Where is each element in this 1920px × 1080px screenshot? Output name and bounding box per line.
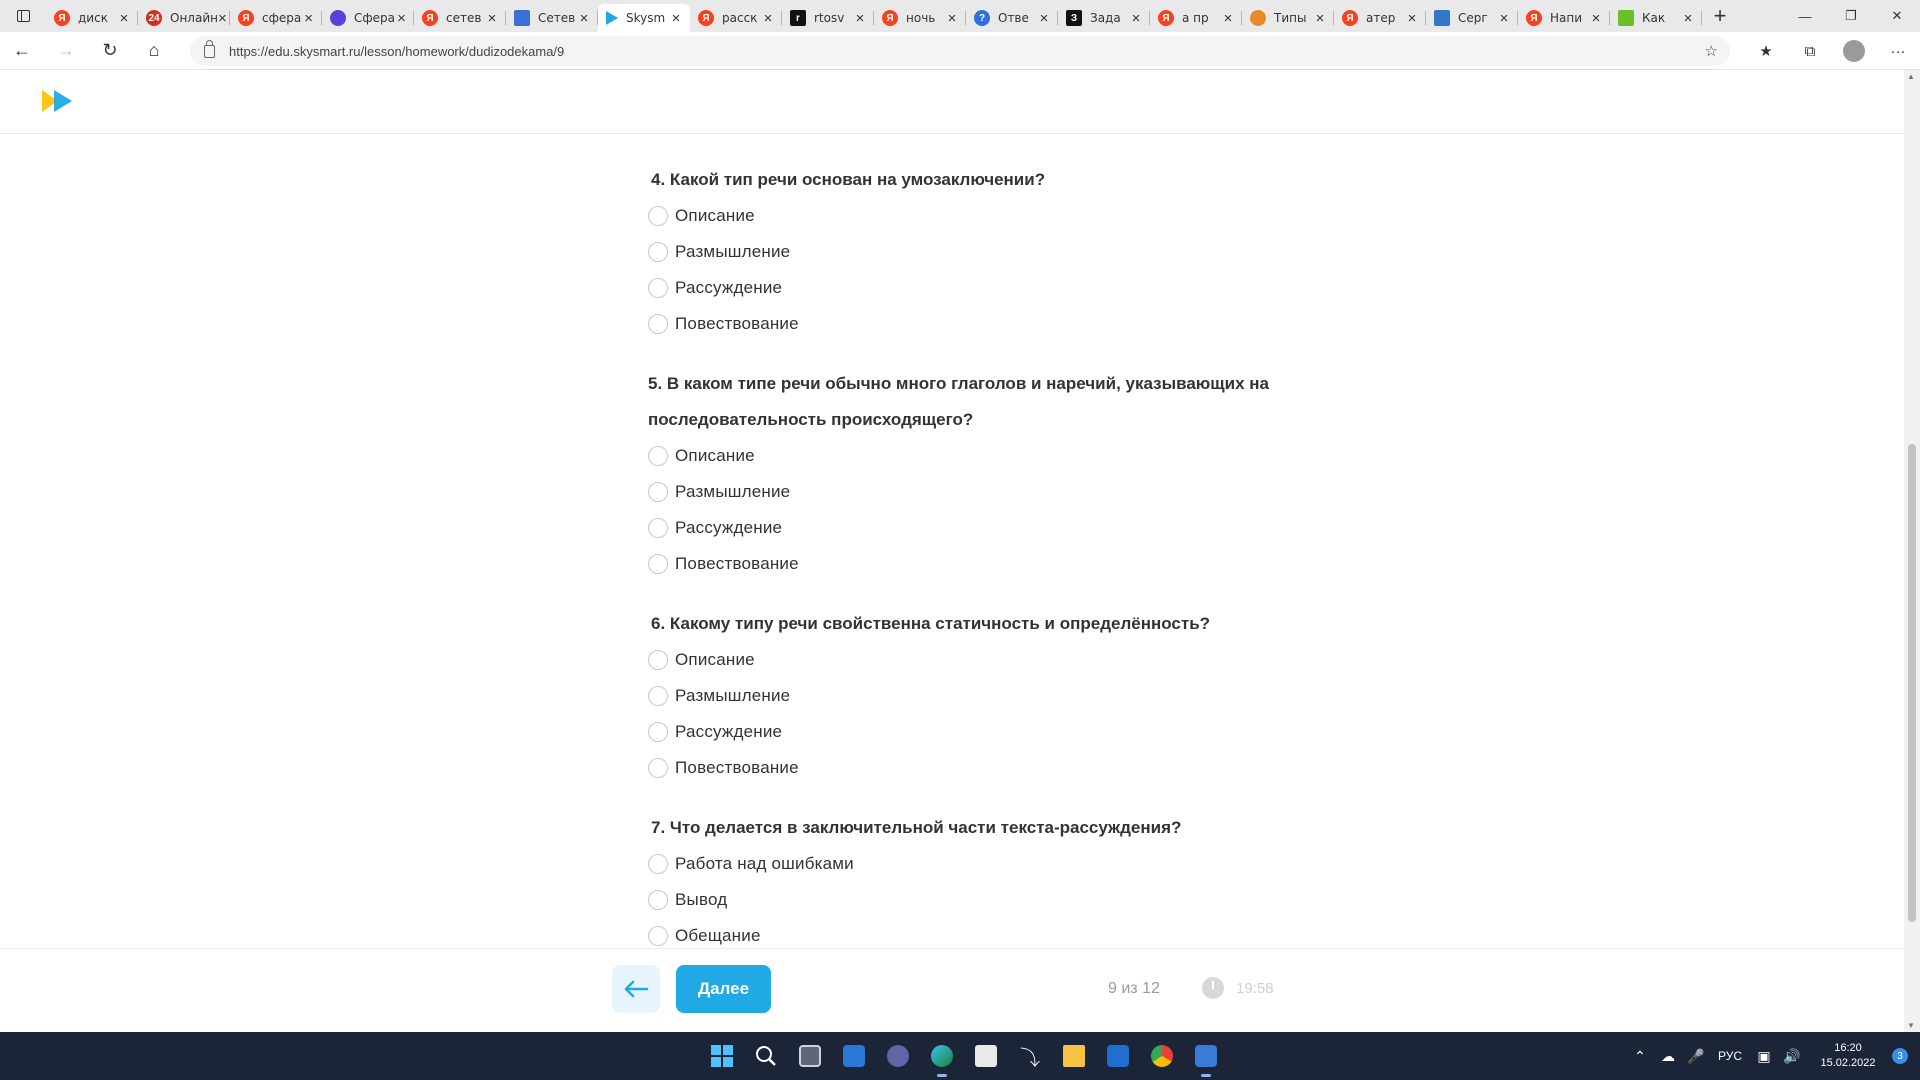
timer	[1202, 977, 1274, 999]
microphone-icon[interactable]: 🎤	[1687, 1047, 1705, 1064]
browser-tab[interactable]	[46, 4, 138, 32]
radio-button[interactable]	[648, 554, 668, 574]
answer-option[interactable]	[648, 882, 1308, 918]
tab-close-icon[interactable]: ×	[855, 9, 865, 27]
previous-button[interactable]	[612, 965, 660, 1013]
answer-option-label: Размышление	[675, 242, 791, 261]
tab-close-icon[interactable]: ×	[1039, 9, 1049, 27]
radio-button[interactable]	[648, 518, 668, 538]
radio-button[interactable]	[648, 722, 668, 742]
tab-close-icon[interactable]: ×	[217, 9, 227, 27]
question-title: 6. Какому типу речи свойственна статичность и определённость?	[651, 614, 1211, 633]
radio-button[interactable]	[648, 890, 668, 910]
more-menu-icon[interactable]: ···	[1890, 42, 1906, 60]
chrome-taskbar-button[interactable]	[1140, 1032, 1184, 1080]
store-taskbar-button[interactable]	[964, 1032, 1008, 1080]
answer-option[interactable]	[648, 546, 1308, 582]
browser-tab-title: rtosv	[814, 11, 845, 25]
tab-strip	[46, 0, 1702, 32]
answer-option[interactable]	[648, 678, 1308, 714]
browser-tab[interactable]	[1150, 4, 1242, 32]
tab-close-icon[interactable]: ×	[579, 9, 589, 27]
answer-option[interactable]	[648, 642, 1308, 678]
show-hidden-icons-icon[interactable]: ⌃	[1634, 1047, 1646, 1064]
browser-tab[interactable]	[966, 4, 1058, 32]
yandex-icon: Я	[54, 10, 70, 26]
favorites-icon[interactable]: ★	[1759, 43, 1773, 60]
browser-tab-title: расск	[722, 11, 758, 25]
taskbar-clock[interactable]	[1810, 1041, 1886, 1071]
answer-option-label: Рассуждение	[675, 278, 783, 297]
radio-button[interactable]	[648, 758, 668, 778]
question-block	[648, 162, 1308, 342]
sphere-icon	[330, 10, 346, 26]
question-title: 5. В каком типе речи обычно много глаголов и наречий, указывающих на последовательность происходящего?	[648, 374, 1270, 429]
network-icon[interactable]: ▣	[1757, 1047, 1771, 1064]
new-tab-button[interactable]: +	[1713, 3, 1727, 28]
bolt-icon: ⤵	[1020, 1047, 1040, 1070]
notifications-badge[interactable]: 3	[1892, 1048, 1908, 1064]
tab-close-icon[interactable]: ×	[1131, 9, 1141, 27]
browser-tab-bar	[0, 0, 1920, 32]
progress-counter: 9 из 12	[1108, 980, 1160, 997]
yandex-icon: Я	[698, 10, 714, 26]
tab-close-icon[interactable]: ×	[763, 9, 773, 27]
search-icon	[755, 1045, 777, 1067]
yandex-icon: Я	[422, 10, 438, 26]
rtosv-icon: r	[790, 10, 806, 26]
browser-tab-title: Серг	[1458, 11, 1488, 25]
remote-desktop-icon	[1195, 1045, 1217, 1067]
tab-close-icon[interactable]: ×	[1683, 9, 1693, 27]
questions-list	[648, 162, 1308, 978]
browser-tab-title: Типы	[1274, 11, 1307, 25]
answer-option[interactable]	[648, 234, 1308, 270]
tab-close-icon[interactable]: ×	[397, 9, 406, 27]
chrome-icon	[1151, 1045, 1173, 1067]
widgets-icon	[843, 1045, 865, 1067]
windows-start-icon	[711, 1045, 733, 1067]
browser-tab[interactable]	[1426, 4, 1518, 32]
browser-toolbar-icons	[1744, 32, 1920, 70]
add-favorite-icon[interactable]: ☆	[1704, 43, 1718, 60]
page-scrollbar[interactable]	[1904, 70, 1920, 1032]
browser-tab-title: Сфера	[354, 11, 395, 25]
home-button[interactable]: ⌂	[148, 40, 160, 60]
browser-tab[interactable]	[598, 4, 690, 32]
widgets-button[interactable]	[832, 1032, 876, 1080]
browser-tab-title: сетев	[446, 11, 482, 25]
site-header	[0, 70, 1904, 134]
browser-tab[interactable]	[138, 4, 230, 32]
radio-button[interactable]	[648, 446, 668, 466]
collections-icon[interactable]: ⧉	[1804, 42, 1816, 60]
refresh-button[interactable]: ↻	[102, 40, 118, 60]
browser-tab-title: Skysm	[626, 11, 666, 25]
tab-close-icon[interactable]: ×	[487, 9, 497, 27]
radio-button[interactable]	[648, 650, 668, 670]
browser-tab[interactable]	[1334, 4, 1426, 32]
yandex-icon: Я	[882, 10, 898, 26]
lock-icon[interactable]	[204, 45, 215, 58]
answer-option[interactable]	[648, 510, 1308, 546]
scroll-down-icon[interactable]: ▼	[1907, 1021, 1915, 1030]
online-icon: 24	[146, 10, 162, 26]
yandex-icon: Я	[1342, 10, 1358, 26]
answer-option[interactable]	[648, 750, 1308, 786]
browser-tab[interactable]	[874, 4, 966, 32]
browser-tab-title: Зада	[1090, 11, 1121, 25]
radio-button[interactable]	[648, 314, 668, 334]
teams-chat-button[interactable]	[876, 1032, 920, 1080]
answer-option[interactable]	[648, 270, 1308, 306]
answer-option-label: Обещание	[675, 926, 761, 945]
tab-close-icon[interactable]: ×	[1407, 9, 1417, 27]
radio-button[interactable]	[648, 482, 668, 502]
yandex-icon: Я	[1526, 10, 1542, 26]
tab-close-icon[interactable]: ×	[947, 9, 957, 27]
forward-nav-button[interactable]: →	[57, 40, 75, 60]
scrollbar-thumb[interactable]	[1908, 444, 1916, 922]
answer-option[interactable]	[648, 438, 1308, 474]
radio-button[interactable]	[648, 926, 668, 946]
radio-button[interactable]	[648, 686, 668, 706]
onedrive-icon[interactable]: ☁	[1661, 1047, 1675, 1064]
remote-desktop-button[interactable]	[1184, 1032, 1228, 1080]
skysmart-icon	[606, 11, 618, 25]
browser-tab[interactable]	[1242, 4, 1334, 32]
tab-close-icon[interactable]: ×	[1499, 9, 1509, 27]
tab-close-icon[interactable]: ×	[304, 9, 313, 27]
radio-button[interactable]	[648, 278, 668, 298]
browser-tab-title: Сетев	[538, 11, 576, 25]
folder-icon	[1063, 1045, 1085, 1067]
browser-tab-title: а пр	[1182, 11, 1209, 25]
browser-tab[interactable]	[1610, 4, 1702, 32]
radio-button[interactable]	[648, 206, 668, 226]
answer-option-label: Повествование	[675, 554, 799, 573]
browser-tab-title: Отве	[998, 11, 1029, 25]
browser-tab[interactable]	[506, 4, 598, 32]
answer-option[interactable]	[648, 846, 1308, 882]
browser-tab[interactable]	[1058, 4, 1150, 32]
answer-option[interactable]	[648, 714, 1308, 750]
teams-chat-icon	[887, 1045, 909, 1067]
page-viewport	[0, 70, 1904, 1032]
tab-close-icon[interactable]: ×	[1223, 9, 1233, 27]
file-explorer-button[interactable]	[1052, 1032, 1096, 1080]
address-bar-row	[0, 32, 1920, 70]
system-tray	[1626, 1032, 1920, 1080]
browser-tab-title: сфера	[262, 11, 302, 25]
browser-tab-title: атер	[1366, 11, 1396, 25]
arrow-left-icon	[623, 980, 649, 998]
profile-avatar[interactable]	[1843, 40, 1865, 62]
search-taskbar-button[interactable]	[744, 1032, 788, 1080]
answer-option-label: Описание	[675, 650, 755, 669]
radio-button[interactable]	[648, 242, 668, 262]
answer-option-label: Размышление	[675, 482, 791, 501]
restore-button[interactable]: ❐	[1845, 8, 1857, 23]
question-title: 7. Что делается в заключительной части текста-рассуждения?	[651, 818, 1182, 837]
znanija-icon: З	[1066, 10, 1082, 26]
task-view-icon	[799, 1045, 821, 1067]
tab-actions-icon	[17, 10, 30, 22]
answer-option-label: Описание	[675, 446, 755, 465]
answer-option[interactable]	[648, 306, 1308, 342]
clock-icon	[1202, 977, 1224, 999]
browser-tab-title: Онлайн	[170, 11, 218, 25]
browser-tab-title: диск	[78, 11, 108, 25]
taskbar-date: 15.02.2022	[1820, 1057, 1876, 1069]
tab-close-icon[interactable]: ×	[1315, 9, 1325, 27]
tab-close-icon[interactable]: ×	[119, 9, 129, 27]
tab-actions-button[interactable]	[0, 0, 46, 32]
browser-tab-title: ночь	[906, 11, 936, 25]
question-title: 4. Какой тип речи основан на умозаключении?	[651, 170, 1046, 189]
answer-option-label: Рассуждение	[675, 518, 783, 537]
task-view-button[interactable]	[788, 1032, 832, 1080]
answer-option-label: Повествование	[675, 314, 799, 333]
browser-tab[interactable]	[322, 4, 414, 32]
grid-icon	[1434, 10, 1450, 26]
answer-option-label: Работа над ошибками	[675, 854, 854, 873]
minimize-button[interactable]: —	[1798, 8, 1812, 24]
question-block	[648, 366, 1308, 582]
answers-icon: ?	[974, 10, 990, 26]
browser-tab[interactable]	[1518, 4, 1610, 32]
answer-option[interactable]	[648, 474, 1308, 510]
url-field[interactable]	[190, 36, 1730, 66]
edge-taskbar-button[interactable]	[920, 1032, 964, 1080]
taskbar-apps	[700, 1032, 1228, 1080]
question-block	[648, 810, 1308, 954]
volume-icon[interactable]: 🔊	[1783, 1047, 1801, 1064]
lesson-footer	[0, 948, 1904, 1032]
answer-option-label: Размышление	[675, 686, 791, 705]
bolt-app-button[interactable]	[1008, 1032, 1052, 1080]
question-block	[648, 606, 1308, 786]
skysmart-logo-icon[interactable]	[40, 88, 74, 114]
radio-button[interactable]	[648, 854, 668, 874]
answer-option-label: Вывод	[675, 890, 728, 909]
next-button[interactable]: Далее	[676, 965, 771, 1013]
language-indicator[interactable]: РУС	[1717, 1049, 1743, 1063]
browser-tab[interactable]	[230, 4, 322, 32]
taskbar-time: 16:20	[1834, 1042, 1862, 1054]
yandex-icon: Я	[238, 10, 254, 26]
answer-option-label: Рассуждение	[675, 722, 783, 741]
doc-icon	[514, 10, 530, 26]
browser-tab[interactable]	[690, 4, 782, 32]
answer-option-label: Повествование	[675, 758, 799, 777]
tab-close-icon[interactable]: ×	[671, 9, 681, 27]
browser-tab[interactable]	[782, 4, 874, 32]
windows-taskbar	[0, 1032, 1920, 1080]
green-icon	[1618, 10, 1634, 26]
mail-taskbar-button[interactable]	[1096, 1032, 1140, 1080]
book-icon	[1250, 10, 1266, 26]
browser-tab-title: Как	[1642, 11, 1666, 25]
browser-tab[interactable]	[414, 4, 506, 32]
edge-icon	[931, 1045, 953, 1067]
answer-option-label: Описание	[675, 206, 755, 225]
window-controls	[1782, 0, 1920, 32]
browser-tab-title: Напи	[1550, 11, 1583, 25]
mail-icon	[1107, 1045, 1129, 1067]
start-button[interactable]	[700, 1032, 744, 1080]
answer-option[interactable]	[648, 198, 1308, 234]
close-window-button[interactable]: ✕	[1891, 8, 1903, 23]
url-text: https://edu.skysmart.ru/lesson/homework/dudizodekama/9	[229, 43, 565, 59]
timer-value: 19:58	[1236, 979, 1274, 997]
tab-close-icon[interactable]: ×	[1591, 9, 1601, 27]
back-nav-button[interactable]: ←	[13, 40, 31, 60]
yandex-icon: Я	[1158, 10, 1174, 26]
store-icon	[975, 1045, 997, 1067]
scroll-up-icon[interactable]: ▲	[1907, 72, 1915, 81]
